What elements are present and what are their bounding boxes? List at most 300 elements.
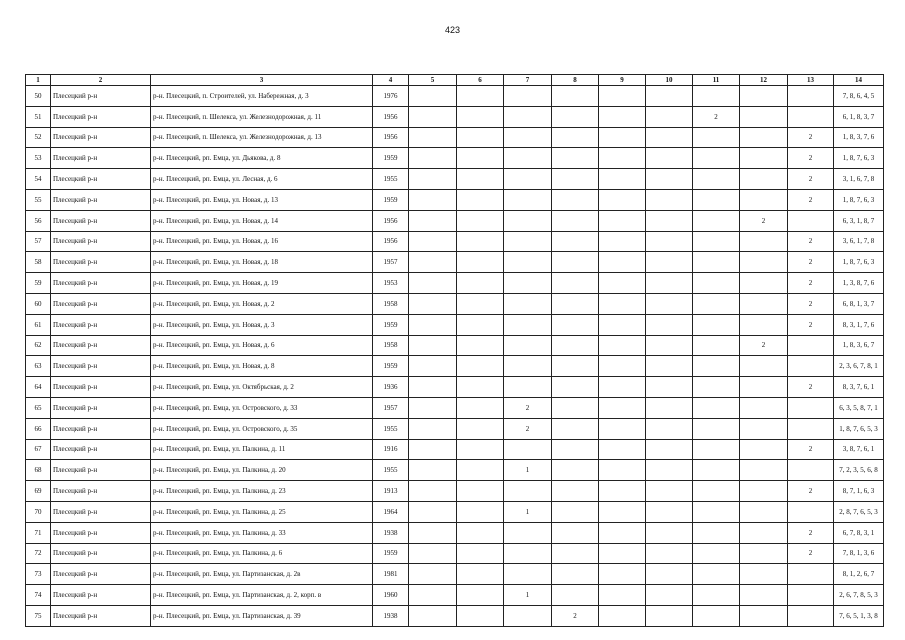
table-cell-col-10 bbox=[646, 418, 693, 439]
table-cell-col-10 bbox=[646, 210, 693, 231]
table-cell-col-5 bbox=[409, 439, 457, 460]
table-cell-col-5 bbox=[409, 189, 457, 210]
table-cell-col-11 bbox=[693, 148, 740, 169]
table-cell-col-6 bbox=[457, 189, 504, 210]
table-cell-col-5 bbox=[409, 314, 457, 335]
table-cell-col-6 bbox=[457, 106, 504, 127]
table-cell-col-14: 1, 3, 8, 7, 6 bbox=[834, 273, 884, 294]
table-cell-col-7 bbox=[504, 273, 552, 294]
table-cell-col-9 bbox=[599, 252, 646, 273]
table-cell-col-14: 7, 8, 1, 3, 6 bbox=[834, 543, 884, 564]
table-cell-col-14: 1, 8, 3, 6, 7 bbox=[834, 335, 884, 356]
table-cell-col-2: Плесецкий р-н bbox=[51, 127, 151, 148]
table-cell-col-4: 1953 bbox=[373, 273, 409, 294]
table-cell-col-3: р-н. Плесецкий, рп. Емца, ул. Палкина, д. 11 bbox=[151, 439, 373, 460]
table-cell-col-12 bbox=[740, 189, 788, 210]
table-cell-col-5 bbox=[409, 418, 457, 439]
table-cell-col-10 bbox=[646, 314, 693, 335]
column-header-13: 13 bbox=[788, 75, 834, 86]
table-cell-col-3: р-н. Плесецкий, рп. Емца, ул. Островского, д. 33 bbox=[151, 397, 373, 418]
table-cell-col-7 bbox=[504, 314, 552, 335]
table-cell-col-12 bbox=[740, 86, 788, 107]
table-cell-col-11 bbox=[693, 605, 740, 626]
table-cell-col-10 bbox=[646, 231, 693, 252]
table-cell-col-12 bbox=[740, 273, 788, 294]
table-cell-col-13 bbox=[788, 418, 834, 439]
table-cell-col-5 bbox=[409, 210, 457, 231]
table-cell-col-10 bbox=[646, 439, 693, 460]
table-cell-col-13 bbox=[788, 106, 834, 127]
table-cell-col-11 bbox=[693, 522, 740, 543]
table-cell-col-7 bbox=[504, 356, 552, 377]
table-cell-col-6 bbox=[457, 605, 504, 626]
table-cell-col-12 bbox=[740, 522, 788, 543]
table-cell-col-3: р-н. Плесецкий, рп. Емца, ул. Новая, д. 13 bbox=[151, 189, 373, 210]
table-cell-col-4: 1916 bbox=[373, 439, 409, 460]
table-cell-col-2: Плесецкий р-н bbox=[51, 231, 151, 252]
table-cell-col-8: 2 bbox=[552, 605, 599, 626]
table-cell-col-2: Плесецкий р-н bbox=[51, 439, 151, 460]
table-cell-col-3: р-н. Плесецкий, рп. Емца, ул. Октябрьская, д. 2 bbox=[151, 377, 373, 398]
table-cell-col-5 bbox=[409, 397, 457, 418]
table-cell-col-6 bbox=[457, 522, 504, 543]
table-cell-col-1: 64 bbox=[26, 377, 51, 398]
table-cell-col-5 bbox=[409, 148, 457, 169]
table-cell-col-13 bbox=[788, 356, 834, 377]
table-cell-col-4: 1913 bbox=[373, 481, 409, 502]
table-cell-col-5 bbox=[409, 564, 457, 585]
table-cell-col-3: р-н. Плесецкий, рп. Емца, ул. Палкина, д. 6 bbox=[151, 543, 373, 564]
table-cell-col-12 bbox=[740, 252, 788, 273]
table-cell-col-9 bbox=[599, 106, 646, 127]
table-cell-col-2: Плесецкий р-н bbox=[51, 314, 151, 335]
table-cell-col-5 bbox=[409, 86, 457, 107]
table-cell-col-7 bbox=[504, 439, 552, 460]
table-cell-col-1: 73 bbox=[26, 564, 51, 585]
table-cell-col-6 bbox=[457, 564, 504, 585]
table-cell-col-13: 2 bbox=[788, 231, 834, 252]
table-cell-col-11 bbox=[693, 356, 740, 377]
table-row bbox=[26, 460, 884, 481]
table-cell-col-6 bbox=[457, 397, 504, 418]
table-cell-col-9 bbox=[599, 356, 646, 377]
table-cell-col-8 bbox=[552, 314, 599, 335]
table-cell-col-10 bbox=[646, 273, 693, 294]
table-cell-col-1: 65 bbox=[26, 397, 51, 418]
table-cell-col-1: 68 bbox=[26, 460, 51, 481]
table-cell-col-13: 2 bbox=[788, 481, 834, 502]
table-cell-col-6 bbox=[457, 377, 504, 398]
table-cell-col-14: 2, 6, 7, 8, 5, 3 bbox=[834, 585, 884, 606]
table-cell-col-6 bbox=[457, 293, 504, 314]
table-row bbox=[26, 543, 884, 564]
table-cell-col-8 bbox=[552, 439, 599, 460]
table-cell-col-10 bbox=[646, 564, 693, 585]
table-cell-col-4: 1959 bbox=[373, 543, 409, 564]
table-cell-col-14: 1, 8, 7, 6, 3 bbox=[834, 252, 884, 273]
table-cell-col-12 bbox=[740, 501, 788, 522]
table-cell-col-5 bbox=[409, 231, 457, 252]
column-header-8: 8 bbox=[552, 75, 599, 86]
table-cell-col-2: Плесецкий р-н bbox=[51, 522, 151, 543]
table-cell-col-10 bbox=[646, 127, 693, 148]
table-cell-col-11 bbox=[693, 169, 740, 190]
table-cell-col-13: 2 bbox=[788, 314, 834, 335]
table-cell-col-11 bbox=[693, 86, 740, 107]
table-cell-col-14: 1, 8, 7, 6, 5, 3 bbox=[834, 418, 884, 439]
table-cell-col-2: Плесецкий р-н bbox=[51, 293, 151, 314]
table-cell-col-9 bbox=[599, 564, 646, 585]
table-cell-col-1: 55 bbox=[26, 189, 51, 210]
table-cell-col-4: 1981 bbox=[373, 564, 409, 585]
table-cell-col-13 bbox=[788, 460, 834, 481]
table-cell-col-1: 66 bbox=[26, 418, 51, 439]
table-cell-col-5 bbox=[409, 127, 457, 148]
table-cell-col-1: 52 bbox=[26, 127, 51, 148]
table-cell-col-12 bbox=[740, 106, 788, 127]
table-cell-col-5 bbox=[409, 335, 457, 356]
table-cell-col-7 bbox=[504, 86, 552, 107]
table-cell-col-11 bbox=[693, 439, 740, 460]
table-row bbox=[26, 397, 884, 418]
column-header-4: 4 bbox=[373, 75, 409, 86]
table-cell-col-13: 2 bbox=[788, 439, 834, 460]
table-cell-col-13: 2 bbox=[788, 189, 834, 210]
table-row bbox=[26, 501, 884, 522]
table-cell-col-13 bbox=[788, 501, 834, 522]
table-cell-col-9 bbox=[599, 189, 646, 210]
table-cell-col-14: 8, 3, 1, 7, 6 bbox=[834, 314, 884, 335]
table-cell-col-4: 1958 bbox=[373, 335, 409, 356]
table-cell-col-14: 8, 7, 1, 6, 3 bbox=[834, 481, 884, 502]
table-cell-col-13: 2 bbox=[788, 252, 834, 273]
table-cell-col-14: 2, 3, 6, 7, 8, 1 bbox=[834, 356, 884, 377]
table-cell-col-9 bbox=[599, 127, 646, 148]
table-cell-col-7 bbox=[504, 252, 552, 273]
table-cell-col-1: 67 bbox=[26, 439, 51, 460]
table-cell-col-8 bbox=[552, 585, 599, 606]
table-cell-col-14: 6, 3, 1, 8, 7 bbox=[834, 210, 884, 231]
table-cell-col-11 bbox=[693, 293, 740, 314]
table-cell-col-13: 2 bbox=[788, 293, 834, 314]
table-cell-col-10 bbox=[646, 585, 693, 606]
table-cell-col-8 bbox=[552, 564, 599, 585]
table-cell-col-9 bbox=[599, 273, 646, 294]
table-cell-col-8 bbox=[552, 501, 599, 522]
table-row bbox=[26, 86, 884, 107]
table-cell-col-7 bbox=[504, 564, 552, 585]
table-cell-col-6 bbox=[457, 460, 504, 481]
table-cell-col-13: 2 bbox=[788, 377, 834, 398]
table-cell-col-6 bbox=[457, 169, 504, 190]
table-cell-col-7 bbox=[504, 210, 552, 231]
table-cell-col-10 bbox=[646, 356, 693, 377]
table-cell-col-1: 72 bbox=[26, 543, 51, 564]
table-cell-col-10 bbox=[646, 335, 693, 356]
table-cell-col-1: 58 bbox=[26, 252, 51, 273]
table-cell-col-14: 6, 1, 8, 3, 7 bbox=[834, 106, 884, 127]
table-cell-col-9 bbox=[599, 86, 646, 107]
table-cell-col-13 bbox=[788, 210, 834, 231]
table-cell-col-2: Плесецкий р-н bbox=[51, 148, 151, 169]
table-cell-col-1: 74 bbox=[26, 585, 51, 606]
table-cell-col-12 bbox=[740, 460, 788, 481]
table-cell-col-4: 1960 bbox=[373, 585, 409, 606]
table-cell-col-9 bbox=[599, 418, 646, 439]
table-row bbox=[26, 148, 884, 169]
table-cell-col-7: 1 bbox=[504, 501, 552, 522]
table-cell-col-3: р-н. Плесецкий, рп. Емца, ул. Новая, д. 6 bbox=[151, 335, 373, 356]
table-cell-col-7 bbox=[504, 335, 552, 356]
table-cell-col-2: Плесецкий р-н bbox=[51, 106, 151, 127]
table-cell-col-12 bbox=[740, 148, 788, 169]
table-cell-col-12 bbox=[740, 314, 788, 335]
table-cell-col-2: Плесецкий р-н bbox=[51, 564, 151, 585]
table-cell-col-8 bbox=[552, 273, 599, 294]
table-cell-col-2: Плесецкий р-н bbox=[51, 585, 151, 606]
table-cell-col-2: Плесецкий р-н bbox=[51, 356, 151, 377]
table-cell-col-13: 2 bbox=[788, 522, 834, 543]
table-cell-col-8 bbox=[552, 231, 599, 252]
table-cell-col-2: Плесецкий р-н bbox=[51, 210, 151, 231]
table-cell-col-14: 6, 3, 5, 8, 7, 1 bbox=[834, 397, 884, 418]
table-cell-col-8 bbox=[552, 106, 599, 127]
table-row bbox=[26, 481, 884, 502]
table-cell-col-13 bbox=[788, 335, 834, 356]
table-cell-col-8 bbox=[552, 189, 599, 210]
table-cell-col-11 bbox=[693, 418, 740, 439]
table-cell-col-11 bbox=[693, 585, 740, 606]
table-cell-col-3: р-н. Плесецкий, п. Шелекса, ул. Железнодорожная, д. 11 bbox=[151, 106, 373, 127]
table-cell-col-9 bbox=[599, 231, 646, 252]
table-cell-col-5 bbox=[409, 585, 457, 606]
table-cell-col-2: Плесецкий р-н bbox=[51, 605, 151, 626]
table-cell-col-9 bbox=[599, 377, 646, 398]
table-cell-col-3: р-н. Плесецкий, рп. Емца, ул. Дьякова, д. 8 bbox=[151, 148, 373, 169]
table-cell-col-2: Плесецкий р-н bbox=[51, 273, 151, 294]
table-cell-col-8 bbox=[552, 522, 599, 543]
table-cell-col-11 bbox=[693, 252, 740, 273]
table-cell-col-8 bbox=[552, 127, 599, 148]
table-cell-col-2: Плесецкий р-н bbox=[51, 252, 151, 273]
table-cell-col-6 bbox=[457, 273, 504, 294]
table-row bbox=[26, 127, 884, 148]
table-cell-col-2: Плесецкий р-н bbox=[51, 377, 151, 398]
table-cell-col-1: 60 bbox=[26, 293, 51, 314]
table-cell-col-10 bbox=[646, 460, 693, 481]
table-cell-col-7: 1 bbox=[504, 460, 552, 481]
table-cell-col-1: 62 bbox=[26, 335, 51, 356]
table-cell-col-13: 2 bbox=[788, 148, 834, 169]
table-cell-col-5 bbox=[409, 501, 457, 522]
table-cell-col-2: Плесецкий р-н bbox=[51, 397, 151, 418]
table-cell-col-9 bbox=[599, 543, 646, 564]
table-cell-col-11 bbox=[693, 231, 740, 252]
table-cell-col-8 bbox=[552, 252, 599, 273]
table-cell-col-13 bbox=[788, 585, 834, 606]
table-cell-col-6 bbox=[457, 231, 504, 252]
table-row bbox=[26, 231, 884, 252]
table-cell-col-6 bbox=[457, 418, 504, 439]
table-cell-col-10 bbox=[646, 252, 693, 273]
page-number: 423 bbox=[444, 25, 461, 35]
table-cell-col-5 bbox=[409, 273, 457, 294]
table-row bbox=[26, 439, 884, 460]
table-cell-col-2: Плесецкий р-н bbox=[51, 418, 151, 439]
table-cell-col-1: 54 bbox=[26, 169, 51, 190]
table-cell-col-3: р-н. Плесецкий, рп. Емца, ул. Палкина, д. 20 bbox=[151, 460, 373, 481]
table-cell-col-14: 6, 8, 1, 3, 7 bbox=[834, 293, 884, 314]
table-cell-col-3: р-н. Плесецкий, рп. Емца, ул. Палкина, д. 25 bbox=[151, 501, 373, 522]
table-cell-col-10 bbox=[646, 189, 693, 210]
column-header-2: 2 bbox=[51, 75, 151, 86]
table-cell-col-14: 8, 1, 2, 6, 7 bbox=[834, 564, 884, 585]
table-cell-col-1: 63 bbox=[26, 356, 51, 377]
table-cell-col-11 bbox=[693, 501, 740, 522]
table-cell-col-6 bbox=[457, 314, 504, 335]
table-cell-col-11 bbox=[693, 210, 740, 231]
table-cell-col-3: р-н. Плесецкий, рп. Емца, ул. Новая, д. 18 bbox=[151, 252, 373, 273]
table-row bbox=[26, 564, 884, 585]
table-cell-col-9 bbox=[599, 605, 646, 626]
table-cell-col-12 bbox=[740, 293, 788, 314]
table-row bbox=[26, 314, 884, 335]
table-cell-col-3: р-н. Плесецкий, рп. Емца, ул. Палкина, д. 23 bbox=[151, 481, 373, 502]
table-cell-col-1: 61 bbox=[26, 314, 51, 335]
table-cell-col-13 bbox=[788, 605, 834, 626]
table-cell-col-8 bbox=[552, 377, 599, 398]
table-row bbox=[26, 585, 884, 606]
table-cell-col-7 bbox=[504, 522, 552, 543]
table-cell-col-10 bbox=[646, 148, 693, 169]
table-cell-col-13: 2 bbox=[788, 273, 834, 294]
table-row bbox=[26, 356, 884, 377]
table-cell-col-8 bbox=[552, 335, 599, 356]
table-cell-col-10 bbox=[646, 543, 693, 564]
table-cell-col-14: 1, 8, 7, 6, 3 bbox=[834, 148, 884, 169]
table-row bbox=[26, 273, 884, 294]
table-cell-col-7 bbox=[504, 481, 552, 502]
table-row bbox=[26, 377, 884, 398]
table-cell-col-13 bbox=[788, 397, 834, 418]
column-header-10: 10 bbox=[646, 75, 693, 86]
table-cell-col-11 bbox=[693, 189, 740, 210]
table-cell-col-11 bbox=[693, 314, 740, 335]
table-cell-col-14: 7, 8, 6, 4, 5 bbox=[834, 86, 884, 107]
table-cell-col-14: 3, 1, 6, 7, 8 bbox=[834, 169, 884, 190]
table-row bbox=[26, 169, 884, 190]
table-cell-col-12 bbox=[740, 127, 788, 148]
table-cell-col-4: 1956 bbox=[373, 210, 409, 231]
table-cell-col-3: р-н. Плесецкий, рп. Емца, ул. Новая, д. 3 bbox=[151, 314, 373, 335]
table-cell-col-9 bbox=[599, 148, 646, 169]
table-cell-col-12 bbox=[740, 605, 788, 626]
table-cell-col-4: 1955 bbox=[373, 169, 409, 190]
table-cell-col-5 bbox=[409, 356, 457, 377]
table-cell-col-5 bbox=[409, 169, 457, 190]
table-cell-col-1: 69 bbox=[26, 481, 51, 502]
table-cell-col-1: 53 bbox=[26, 148, 51, 169]
table-cell-col-3: р-н. Плесецкий, рп. Емца, ул. Новая, д. 8 bbox=[151, 356, 373, 377]
table-cell-col-7 bbox=[504, 231, 552, 252]
table-cell-col-3: р-н. Плесецкий, рп. Емца, ул. Новая, д. 16 bbox=[151, 231, 373, 252]
table-cell-col-5 bbox=[409, 481, 457, 502]
table-cell-col-4: 1936 bbox=[373, 377, 409, 398]
table-cell-col-11 bbox=[693, 127, 740, 148]
table-row bbox=[26, 335, 884, 356]
table-cell-col-3: р-н. Плесецкий, рп. Емца, ул. Новая, д. 14 bbox=[151, 210, 373, 231]
table-cell-col-6 bbox=[457, 148, 504, 169]
table-cell-col-4: 1956 bbox=[373, 127, 409, 148]
table-cell-col-3: р-н. Плесецкий, п. Строителей, ул. Набережная, д. 3 bbox=[151, 86, 373, 107]
table-row bbox=[26, 106, 884, 127]
table-cell-col-2: Плесецкий р-н bbox=[51, 189, 151, 210]
table-cell-col-6 bbox=[457, 543, 504, 564]
table-cell-col-3: р-н. Плесецкий, рп. Емца, ул. Новая, д. 2 bbox=[151, 293, 373, 314]
table-cell-col-12 bbox=[740, 585, 788, 606]
table-header-row bbox=[26, 75, 884, 86]
table-cell-col-10 bbox=[646, 293, 693, 314]
table-cell-col-12: 2 bbox=[740, 335, 788, 356]
table-cell-col-7 bbox=[504, 106, 552, 127]
table-cell-col-13: 2 bbox=[788, 127, 834, 148]
table-cell-col-14: 8, 3, 7, 6, 1 bbox=[834, 377, 884, 398]
table-cell-col-4: 1959 bbox=[373, 189, 409, 210]
table-cell-col-4: 1938 bbox=[373, 605, 409, 626]
table-row bbox=[26, 293, 884, 314]
table-cell-col-5 bbox=[409, 252, 457, 273]
table-cell-col-8 bbox=[552, 481, 599, 502]
table-row bbox=[26, 189, 884, 210]
column-header-3: 3 bbox=[151, 75, 373, 86]
table-cell-col-2: Плесецкий р-н bbox=[51, 481, 151, 502]
table-cell-col-14: 3, 6, 1, 7, 8 bbox=[834, 231, 884, 252]
table-cell-col-10 bbox=[646, 501, 693, 522]
table-cell-col-8 bbox=[552, 418, 599, 439]
table-cell-col-9 bbox=[599, 169, 646, 190]
table-cell-col-5 bbox=[409, 460, 457, 481]
table-cell-col-8 bbox=[552, 293, 599, 314]
table-cell-col-7 bbox=[504, 543, 552, 564]
table-cell-col-4: 1956 bbox=[373, 231, 409, 252]
table-cell-col-7: 2 bbox=[504, 418, 552, 439]
table-cell-col-1: 59 bbox=[26, 273, 51, 294]
table-cell-col-6 bbox=[457, 439, 504, 460]
column-header-1: 1 bbox=[26, 75, 51, 86]
table-cell-col-10 bbox=[646, 481, 693, 502]
table-cell-col-12 bbox=[740, 377, 788, 398]
table-cell-col-14: 7, 6, 5, 1, 3, 8 bbox=[834, 605, 884, 626]
table-cell-col-11 bbox=[693, 273, 740, 294]
table-cell-col-11: 2 bbox=[693, 106, 740, 127]
table-cell-col-9 bbox=[599, 335, 646, 356]
table-cell-col-5 bbox=[409, 377, 457, 398]
table-cell-col-6 bbox=[457, 481, 504, 502]
table-cell-col-5 bbox=[409, 293, 457, 314]
table-cell-col-6 bbox=[457, 335, 504, 356]
table-cell-col-9 bbox=[599, 481, 646, 502]
table-cell-col-11 bbox=[693, 460, 740, 481]
table-cell-col-4: 1956 bbox=[373, 106, 409, 127]
table-cell-col-13 bbox=[788, 564, 834, 585]
table-cell-col-9 bbox=[599, 585, 646, 606]
table-cell-col-5 bbox=[409, 522, 457, 543]
table-row bbox=[26, 252, 884, 273]
table-cell-col-1: 50 bbox=[26, 86, 51, 107]
table-cell-col-8 bbox=[552, 543, 599, 564]
table-cell-col-2: Плесецкий р-н bbox=[51, 335, 151, 356]
table-cell-col-2: Плесецкий р-н bbox=[51, 460, 151, 481]
